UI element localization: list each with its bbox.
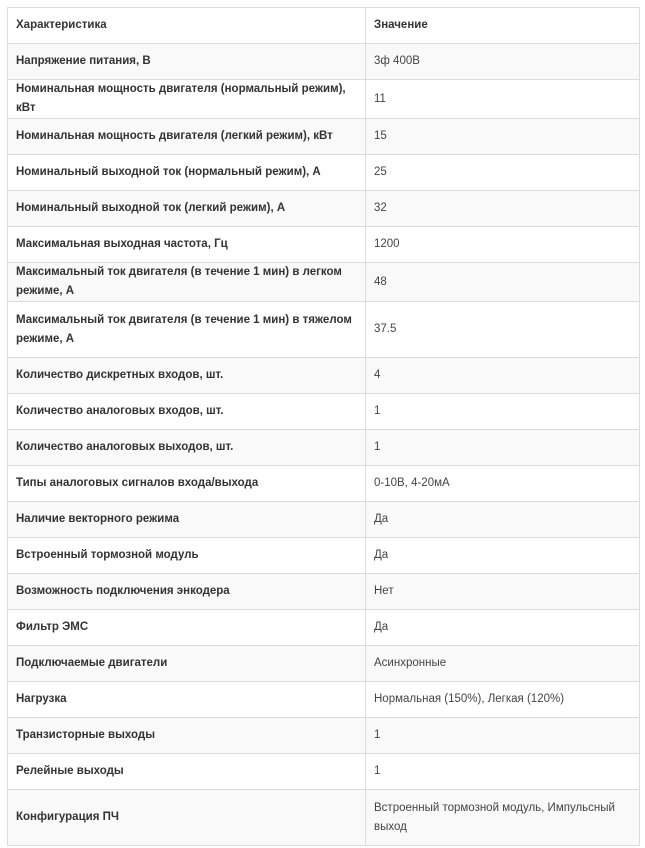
row-value: Да [366,502,640,538]
table-row [8,646,640,682]
row-key: Конфигурация ПЧ [8,790,366,846]
table-row [8,718,640,754]
header-value: Значение [366,8,640,44]
row-value: Да [366,538,640,574]
row-key: Наличие векторного режима [8,502,366,538]
table-row [8,44,640,80]
row-key: Номинальная мощность двигателя (нормальный режим), кВт [8,80,366,119]
table-row [8,430,640,466]
row-key: Максимальная выходная частота, Гц [8,227,366,263]
row-value: 1 [366,718,640,754]
row-value: 1 [366,430,640,466]
row-value: 4 [366,358,640,394]
row-value: 3ф 400В [366,44,640,80]
row-value: 0-10В, 4-20мА [366,466,640,502]
row-value: 1 [366,754,640,790]
table-row [8,227,640,263]
row-key: Номинальная мощность двигателя (легкий режим), кВт [8,119,366,155]
row-key: Фильтр ЭМС [8,610,366,646]
table-row [8,191,640,227]
table-row [8,538,640,574]
row-value: Да [366,610,640,646]
row-value: Нормальная (150%), Легкая (120%) [366,682,640,718]
table-row [8,302,640,358]
table-row [8,394,640,430]
row-key: Максимальный ток двигателя (в течение 1 мин) в легком режиме, А [8,263,366,302]
table-row [8,263,640,302]
table-row [8,358,640,394]
table-row [8,574,640,610]
row-key: Встроенный тормозной модуль [8,538,366,574]
row-value: 32 [366,191,640,227]
row-value: 11 [366,80,640,119]
row-key: Транзисторные выходы [8,718,366,754]
row-key: Номинальный выходной ток (нормальный режим), А [8,155,366,191]
row-value: Встроенный тормозной модуль, Импульсный выход [366,790,640,846]
table-row [8,502,640,538]
row-key: Максимальный ток двигателя (в течение 1 мин) в тяжелом режиме, А [8,302,366,358]
row-value: 1200 [366,227,640,263]
row-key: Количество дискретных входов, шт. [8,358,366,394]
row-key: Количество аналоговых выходов, шт. [8,430,366,466]
spec-table [7,7,640,846]
row-key: Нагрузка [8,682,366,718]
row-value: 37.5 [366,302,640,358]
row-key: Релейные выходы [8,754,366,790]
row-key: Количество аналоговых входов, шт. [8,394,366,430]
row-key: Номинальный выходной ток (легкий режим), А [8,191,366,227]
row-value: Асинхронные [366,646,640,682]
table-row [8,682,640,718]
table-row [8,754,640,790]
row-value: 1 [366,394,640,430]
table-row [8,155,640,191]
table-header-row [8,8,640,44]
row-key: Подключаемые двигатели [8,646,366,682]
row-value: 25 [366,155,640,191]
table-row [8,610,640,646]
row-value: 15 [366,119,640,155]
row-value: Нет [366,574,640,610]
header-characteristic: Характеристика [8,8,366,44]
table-row [8,790,640,846]
row-value: 48 [366,263,640,302]
table-row [8,80,640,119]
table-row [8,119,640,155]
table-row [8,466,640,502]
row-key: Возможность подключения энкодера [8,574,366,610]
row-key: Напряжение питания, В [8,44,366,80]
row-key: Типы аналоговых сигналов входа/выхода [8,466,366,502]
